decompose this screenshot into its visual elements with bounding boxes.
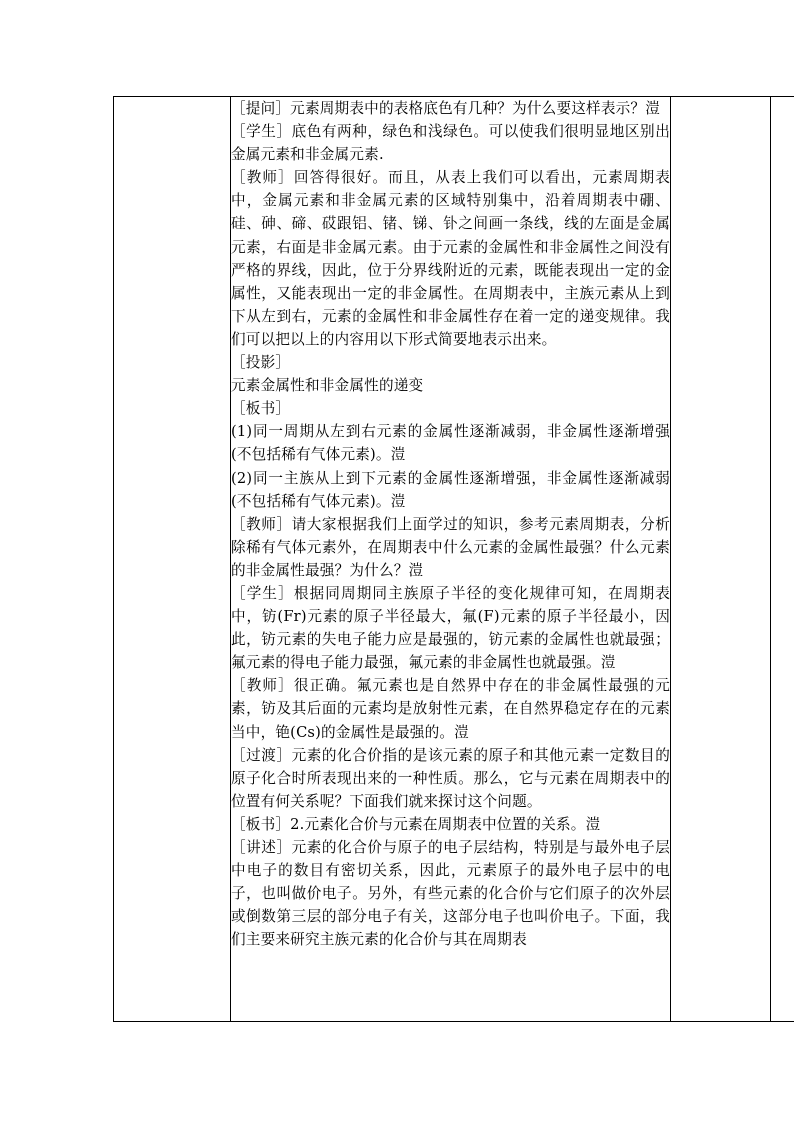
dialogue-teacher-3: ［教师］很正确。氟元素也是自然界中存在的非金属性最强的元素，钫及其后面的元素均是放射性元素，在自然界稳定存在的元素当中，铯(Cs)的金属性是最强的。溰	[231, 677, 670, 741]
dialogue-question: ［提问］元素周期表中的表格底色有几种？为什么要这样表示？溰	[231, 100, 661, 117]
board-point-1: (1)同一周期从左到右元素的金属性逐渐减弱，非金属性逐渐增强(不包括稀有气体元素)。溰	[231, 423, 670, 464]
board-label: ［板书］	[231, 400, 291, 418]
transition-paragraph: ［过渡］元素的化合价指的是该元素的原子和其他元素一定数目的原子化合时所表现出来的一种性质。那么，它与元素在周期表中的位置有何关系呢？下面我们就来探讨这个问题。	[231, 746, 670, 810]
dialogue-teacher-2: ［教师］请大家根据我们上面学过的知识，参考元素周期表，分析除稀有气体元素外，在周期表中什么元素的金属性最强？什么元素的非金属性最强？为什么？溰	[231, 515, 670, 579]
lecture-paragraph: ［讲述］元素的化合价与原子的电子层结构，特别是与最外电子层中电子的数目有密切关系，因此，元素原子的最外电子层中的电子，也叫做价电子。另外，有些元素的化合价与它们原子的次外层或倒数第三层的部分电子有关，这部分电子也叫价电子。下面，我们主要来研究主族元素的化合价与其在周期表	[231, 839, 670, 949]
left-column-cell	[114, 97, 231, 1022]
projection-label: ［投影］	[231, 354, 291, 372]
board-point-3: ［板书］2.元素化合价与元素在周期表中位置的关系。溰	[231, 815, 601, 833]
board-point-2: (2)同一主族从上到下元素的金属性逐渐增强，非金属性逐渐减弱(不包括稀有气体元素)。溰	[231, 469, 670, 510]
right-column-cell	[671, 97, 771, 1022]
lesson-plan-table	[113, 96, 794, 1022]
dialogue-student-answer-2: ［学生］根据同周期同主族原子半径的变化规律可知，在周期表中，钫(Fr)元素的原子半径最大，氟(F)元素的原子半径最小，因此，钫元素的失电子能力应是最强的，钫元素的金属性也就最强；氟元素的得电子能力最强，氟元素的非金属性也就最强。溰	[231, 584, 670, 672]
dialogue-student-answer-1: ［学生］底色有两种，绿色和浅绿色。可以使我们很明显地区别出金属元素和非金属元素.	[231, 123, 670, 164]
projection-title: 元素金属性和非金属性的递变	[231, 377, 424, 395]
far-right-column-cell	[771, 97, 794, 1022]
content-cell	[231, 97, 671, 1022]
dialogue-teacher-1: ［教师］回答得很好。而且，从表上我们可以看出，元素周期表中，金属元素和非金属元素的区域特别集中，沿着周期表中硼、硅、砷、碲、砹跟铝、锗、锑、钋之间画一条线，线的左面是金属元素，右面是非金属元素。由于元素的金属性和非金属性之间没有严格的界线，因此，位于分界线附近的元素，既能表现出一定的金属性，又能表现出一定的非金属性。在周期表中，主族元素从上到下从左到右，元素的金属性和非金属性存在着一定的递变规律。我们可以把以上的内容用以下形式简要地表示出来。	[231, 169, 670, 348]
table-row	[114, 97, 794, 1022]
